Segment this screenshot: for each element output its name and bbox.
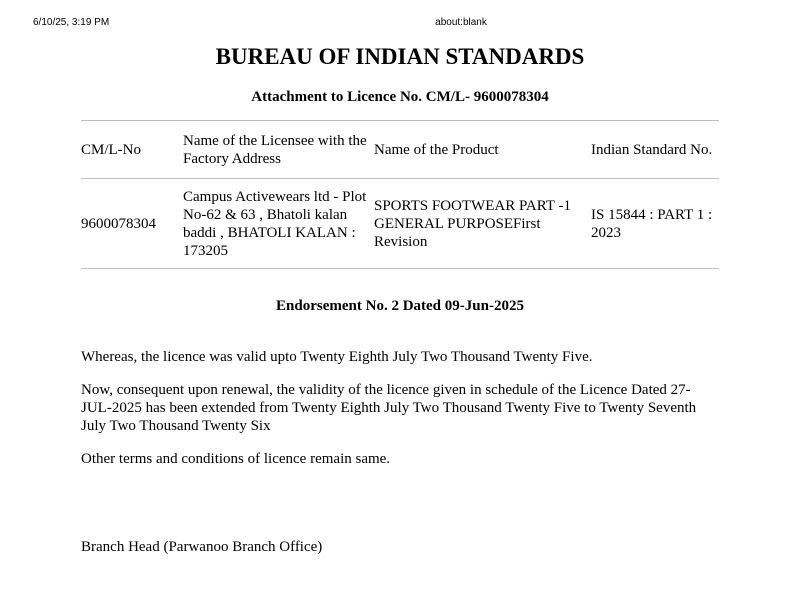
print-header — [0, 17, 799, 31]
cell-standard-no: IS 15844 : PART 1 : 2023 — [591, 206, 713, 241]
licence-table — [81, 120, 719, 269]
paragraph-renewal: Now, consequent upon renewal, the validity of the licence given in schedule of the Licence Dated 27-JUL-2025 has been extended from Twenty Eighth July Two Thousand Twenty Five to Twenty Seventh July Two Thousand Twenty Six — [81, 382, 697, 434]
table-row — [81, 179, 719, 269]
cell-product: SPORTS FOOTWEAR PART -1 GENERAL PURPOSEFirst Revision — [374, 197, 571, 250]
header-licensee: Name of the Licensee with the Factory Address — [183, 132, 367, 167]
header-product: Name of the Product — [374, 141, 499, 158]
endorsement-heading: Endorsement No. 2 Dated 09-Jun-2025 — [276, 298, 524, 314]
cell-licensee: Campus Activewears ltd - Plot No-62 & 63 , Bhatoli kalan baddi , BHATOLI KALAN : 173205 — [183, 188, 367, 259]
cell-cml-no: 9600078304 — [81, 215, 156, 232]
paragraph-terms: Other terms and conditions of licence remain same. — [81, 451, 391, 467]
document-subtitle: Attachment to Licence No. CM/L- 9600078304 — [251, 89, 549, 105]
table-header-row — [81, 121, 719, 179]
header-cml-no: CM/L-No — [81, 141, 141, 158]
document-title: BUREAU OF INDIAN STANDARDS — [215, 44, 585, 69]
paragraph-validity: Whereas, the licence was valid upto Twenty Eighth July Two Thousand Twenty Five. — [81, 349, 593, 365]
print-datetime: 6/10/25, 3:19 PM — [33, 17, 110, 28]
header-standard-no: Indian Standard No. — [591, 141, 713, 158]
print-url: about:blank — [435, 17, 487, 28]
document — [81, 42, 719, 556]
signature: Branch Head (Parwanoo Branch Office) — [81, 539, 323, 555]
